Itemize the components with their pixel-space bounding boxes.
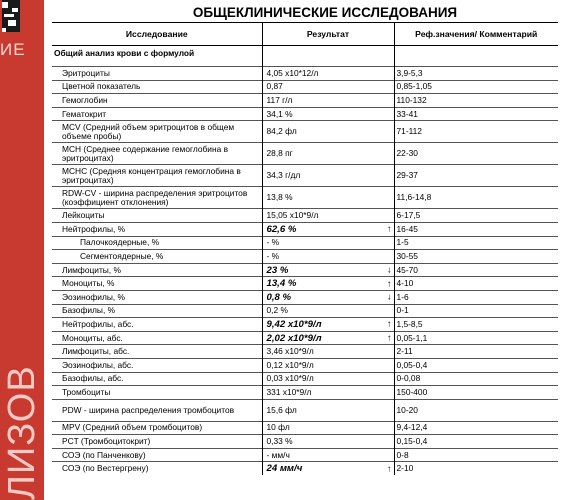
reference-range: 1,5-8,5 (394, 318, 558, 332)
test-result (262, 165, 394, 187)
test-name: MCHC (Средняя концентрация гемоглобина в эритроцитах) (52, 165, 262, 187)
test-name: СОЭ (по Панченкову) (52, 448, 262, 462)
arrow-up-icon: ↑ (387, 318, 392, 329)
result-value: 28,8 пг (266, 148, 293, 159)
table-row (52, 304, 558, 318)
table-row (52, 421, 558, 435)
column-header-reference: Реф.значения/ Комментарий (394, 23, 558, 46)
reference-range: 71-112 (394, 121, 558, 143)
reference-range: 150-400 (394, 386, 558, 400)
result-value: 10 фл (266, 422, 290, 433)
reference-range: 4-10 (394, 277, 558, 291)
test-result (262, 386, 394, 400)
table-row (52, 209, 558, 223)
result-value: 34,3 г/дл (266, 170, 301, 181)
table-row (52, 462, 558, 475)
test-name: Эритроциты (52, 67, 262, 81)
reference-range: 6-17,5 (394, 209, 558, 223)
test-result (262, 399, 394, 421)
test-result (262, 236, 394, 250)
test-name: Нейтрофилы, % (52, 222, 262, 236)
test-name: Эозинофилы, абс. (52, 358, 262, 372)
reference-range: 11,6-14,8 (394, 187, 558, 209)
reference-range: 0,15-0,4 (394, 435, 558, 449)
table-row (52, 67, 558, 81)
column-header-study: Исследование (52, 23, 262, 46)
table-row (52, 318, 558, 332)
section-title: Общий анализ крови с формулой (54, 47, 195, 58)
test-result (262, 94, 394, 108)
result-value: - % (266, 237, 280, 248)
test-result (262, 358, 394, 372)
test-result (262, 345, 394, 359)
test-result (262, 435, 394, 449)
result-value: 0,87 (266, 81, 283, 92)
test-result (262, 250, 394, 264)
arrow-down-icon: ↓ (387, 264, 392, 275)
result-value: 24 мм/ч (266, 463, 303, 475)
table-row (52, 435, 558, 449)
table-row (52, 372, 558, 386)
arrow-up-icon: ↑ (387, 463, 392, 474)
table-row (52, 80, 558, 94)
report-page (52, 4, 558, 475)
result-value: - мм/ч (266, 449, 290, 460)
sidebar-banner (0, 0, 44, 500)
reference-range: 30-55 (394, 250, 558, 264)
test-name: MCH (Среднее содержание гемоглобина в эритроцитах) (52, 143, 262, 165)
test-name: Моноциты, абс. (52, 331, 262, 345)
test-name: Тромбоциты (52, 386, 262, 400)
reference-range: 0,05-1,1 (394, 331, 558, 345)
result-value: 0,33 % (266, 436, 293, 447)
reference-range: 0-0,08 (394, 372, 558, 386)
reference-range: 22-30 (394, 143, 558, 165)
reference-range: 16-45 (394, 222, 558, 236)
test-result (262, 372, 394, 386)
test-result (262, 277, 394, 291)
table-row (52, 121, 558, 143)
result-value: 84,2 фл (266, 126, 297, 137)
result-value: 15,05 x10*9/л (266, 210, 319, 221)
report-title: ОБЩЕКЛИНИЧЕСКИЕ ИССЛЕДОВАНИЯ (52, 4, 558, 23)
table-row (52, 236, 558, 250)
table-row (52, 107, 558, 121)
sidebar-vertical-text: ЛИЗОВ (1, 365, 43, 500)
reference-range: 110-132 (394, 94, 558, 108)
test-result (262, 462, 394, 475)
test-name: Эозинофилы, % (52, 290, 262, 304)
test-result (262, 67, 394, 81)
result-value: 13,4 % (266, 278, 297, 290)
table-row (52, 250, 558, 264)
test-name: Лимфоциты, абс. (52, 345, 262, 359)
reference-range: 2-10 (394, 462, 558, 475)
test-name: Гемоглобин (52, 94, 262, 108)
table-row (52, 277, 558, 291)
test-name: RDW-CV - ширина распределения эритроцитов (коэффициент отклонения) (52, 187, 262, 209)
test-result (262, 107, 394, 121)
reference-range: 0,05-0,4 (394, 358, 558, 372)
test-name: MCV (Средний объем эритроцитов в общем объеме пробы) (52, 121, 262, 143)
test-name: Палочкоядерные, % (52, 236, 262, 250)
test-result (262, 222, 394, 236)
test-name: Гематокрит (52, 107, 262, 121)
test-name: СОЭ (по Вестергрену) (52, 462, 262, 475)
reference-range: 45-70 (394, 263, 558, 277)
test-result (262, 304, 394, 318)
test-name: Лейкоциты (52, 209, 262, 223)
results-table (52, 23, 558, 475)
test-result (262, 290, 394, 304)
result-value: 0,8 % (266, 291, 292, 303)
sidebar-top-text: ИЕ (0, 40, 26, 59)
test-result (262, 331, 394, 345)
section-row (52, 46, 558, 61)
test-result (262, 121, 394, 143)
test-name: MPV (Средний объем тромбоцитов) (52, 421, 262, 435)
test-name: Цветной показатель (52, 80, 262, 94)
table-row (52, 263, 558, 277)
test-result (262, 421, 394, 435)
table-row (52, 448, 558, 462)
result-value: 23 % (266, 264, 289, 276)
table-row (52, 187, 558, 209)
test-result (262, 209, 394, 223)
reference-range: 1-5 (394, 236, 558, 250)
result-value: 117 г/л (266, 94, 293, 105)
result-value: 62,6 % (266, 223, 297, 235)
table-row (52, 399, 558, 421)
table-row (52, 290, 558, 304)
result-value: 13,8 % (266, 192, 293, 203)
result-value: 0,03 x10*9/л (266, 373, 314, 384)
table-row (52, 331, 558, 345)
arrow-up-icon: ↑ (387, 278, 392, 289)
test-name: Базофилы, % (52, 304, 262, 318)
test-result (262, 448, 394, 462)
test-result (262, 263, 394, 277)
reference-range: 3,9-5,3 (394, 67, 558, 81)
result-value: 3,46 x10*9/л (266, 346, 314, 357)
reference-range: 10-20 (394, 399, 558, 421)
table-row (52, 345, 558, 359)
test-result (262, 143, 394, 165)
reference-range: 0-1 (394, 304, 558, 318)
reference-range: 2-11 (394, 345, 558, 359)
result-value: 34,1 % (266, 108, 293, 119)
test-result (262, 318, 394, 332)
table-row (52, 165, 558, 187)
table-header-row (52, 23, 558, 46)
test-name: Моноциты, % (52, 277, 262, 291)
result-value: 331 x10*9/л (266, 386, 312, 397)
result-value: 9,42 x10*9/л (266, 318, 322, 330)
test-name: Лимфоциты, % (52, 263, 262, 277)
table-row (52, 222, 558, 236)
test-name: PDW - ширина распределения тромбоцитов (52, 399, 262, 421)
reference-range: 1-6 (394, 290, 558, 304)
result-value: 2,02 x10*9/л (266, 332, 322, 344)
reference-range: 9,4-12,4 (394, 421, 558, 435)
reference-range: 0-8 (394, 448, 558, 462)
table-row (52, 143, 558, 165)
test-result (262, 80, 394, 94)
test-name: PCT (Тромбоцитокрит) (52, 435, 262, 449)
result-value: 0,12 x10*9/л (266, 359, 314, 370)
arrow-down-icon: ↓ (387, 291, 392, 302)
result-value: 0,2 % (266, 305, 288, 316)
qr-code-icon (2, 0, 20, 32)
result-value: 15,6 фл (266, 404, 297, 415)
table-row (52, 94, 558, 108)
arrow-up-icon: ↑ (387, 223, 392, 234)
test-result (262, 187, 394, 209)
test-name: Нейтрофилы, абс. (52, 318, 262, 332)
table-row (52, 358, 558, 372)
test-name: Базофилы, абс. (52, 372, 262, 386)
table-row (52, 386, 558, 400)
arrow-up-icon: ↑ (387, 332, 392, 343)
reference-range: 0,85-1,05 (394, 80, 558, 94)
result-value: - % (266, 250, 280, 261)
test-name: Сегментоядерные, % (52, 250, 262, 264)
column-header-result: Результат (262, 23, 394, 46)
reference-range: 33-41 (394, 107, 558, 121)
reference-range: 29-37 (394, 165, 558, 187)
result-value: 4,05 x10*12/л (266, 67, 319, 78)
